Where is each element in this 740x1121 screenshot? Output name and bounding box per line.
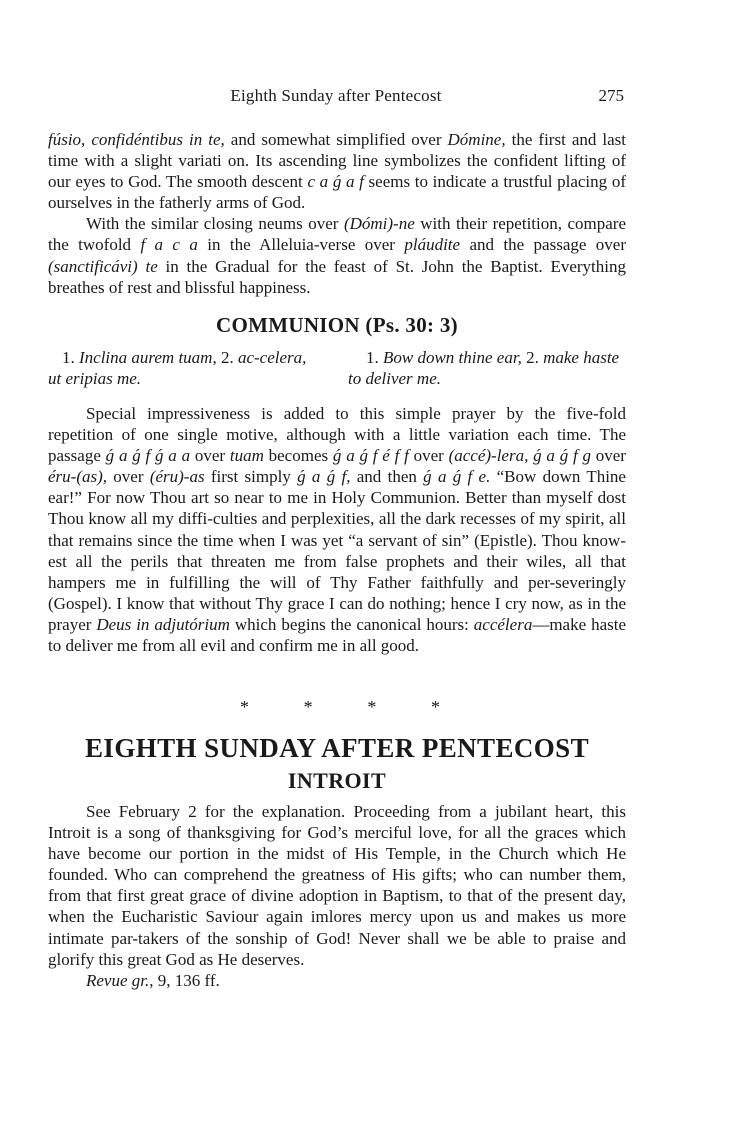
latin-word: Dómine, <box>447 130 506 149</box>
text-run: over <box>107 467 150 487</box>
latin-phrase: Deus in adjutórium <box>96 614 230 634</box>
latin-column <box>48 347 318 390</box>
paragraph-4: See February 2 for the explanation. Proceeding from a jubilant heart, this Introit is a song of thanksgiving for God’s merciful love, for all the graces which have become our portion in the midst of His Temple, in the Church which He founded. Who can comprehend the greatness of His gifts; who can number them, from that first great grace of divine adoption in Baptism, to that of the present day, when the Eucharistic Saviour again imlores mercy upon us and makes us more intimate par-takers of the sonship of God! Never shall we be able to praise and glorify this great God as He deserves. <box>48 802 626 969</box>
neum-notation: ǵ a ǵ f, <box>297 467 351 487</box>
text-run: which begins the canonical hours: <box>229 614 474 634</box>
paragraph-introit-commentary <box>48 801 626 991</box>
english-verse: make haste to deliver me. <box>348 348 620 389</box>
text-run: first simply <box>204 467 298 487</box>
text-run: over <box>190 446 230 466</box>
text-run: With the similar closing neums over <box>86 214 344 234</box>
section-separator <box>240 697 440 718</box>
text-run: becomes <box>263 446 333 466</box>
page-number: 275 <box>598 86 624 105</box>
latin-word: pláudite <box>404 235 461 255</box>
latin-phrase: fúsio, confidéntibus in te, <box>48 130 225 149</box>
latin-verse: Inclina aurem tuam, <box>79 348 217 367</box>
neum-notation: f a c a <box>140 235 198 255</box>
text-run: in the Gradual for the feast of St. John the Baptist. Everything breathes of rest and blissful happiness. <box>48 256 626 297</box>
paragraph-gradual-end <box>48 129 626 298</box>
verse-number: 2. <box>526 348 539 367</box>
text-run: and then <box>350 467 424 487</box>
text-run: in the Alleluia-verse over <box>197 235 405 255</box>
paragraph-2 <box>48 213 626 297</box>
english-verse: Bow down thine ear, <box>383 348 522 367</box>
latin-word: accélera <box>473 614 533 634</box>
reference-detail: , 9, 136 ff. <box>149 970 220 990</box>
text-run: —make haste to deliver me from all evil and confirm me in all good. <box>48 614 626 656</box>
verse-number: 1. <box>366 348 379 367</box>
text-run: and the passage over <box>460 235 627 255</box>
latin-phrase: (sanctificávi) te <box>48 256 158 276</box>
communion-heading: COMMUNION (Ps. 30: 3) <box>216 313 458 337</box>
text-run: Special impressiveness is added to this simple prayer by the five-fold repetition of one single motive, although with a little variation each time. The passage <box>48 404 626 466</box>
section-subtitle: INTROIT <box>287 768 387 793</box>
text-run: over <box>408 446 449 466</box>
text-run: seems to indicate a trustful placing of ourselves in the fatherly arms of God. <box>48 172 626 213</box>
verse-number: 2. <box>220 348 234 367</box>
text-run: with their repetition, compare the twofold <box>48 214 626 255</box>
separator-star: * <box>367 697 377 717</box>
paragraph-1 <box>48 129 626 213</box>
neum-notation: c a ǵ a f <box>307 172 364 192</box>
latin-word: éru-(as), <box>48 467 108 487</box>
running-title: Eighth Sunday after Pentecost <box>230 86 442 105</box>
paragraph-communion-commentary <box>48 403 626 656</box>
text-run: the first and last time with a slight variati on. Its ascending line symbolizes the confident lifting of our eyes to God. The smooth descent <box>48 130 627 192</box>
english-column <box>348 347 626 390</box>
latin-word: (éru)-as <box>149 467 205 487</box>
neum-notation: (accé)-lera, ǵ a ǵ f g <box>448 446 591 466</box>
running-header <box>48 86 624 110</box>
text-run: over <box>590 446 626 466</box>
neum-notation: ǵ a ǵ f ǵ a a <box>105 446 191 466</box>
paragraph-3 <box>48 403 626 656</box>
reference-source: Revue gr. <box>86 970 150 990</box>
text-run: and somewhat simplified over <box>224 130 448 149</box>
separator-star: * <box>303 697 313 717</box>
latin-word: tuam <box>229 446 264 466</box>
latin-word: (Dómi)-ne <box>343 214 415 234</box>
reference-line <box>48 970 626 991</box>
latin-verse: ac-celera, ut eripias me. <box>48 348 307 389</box>
section-title: EIGHTH SUNDAY AFTER PENTECOST <box>85 733 589 763</box>
separator-star: * <box>240 697 249 717</box>
neum-notation: ǵ a ǵ f é f f <box>332 446 409 466</box>
text-run: “Bow down Thine ear!” For now Thou art so near to me in Holy Communion. Better than myself dost Thou know all my diffi-culties and perplexities, all the dark recesses of my spirit, all that remains since the time when I was yet “a servant of sin” (Epistle). Thou know-est all the perils that threaten me from false prophets and their wiles, all that hampers me in fulfilling the will of Thy Father faithfully and per-severingly (Gospel). I know that without Thy grace I can do nothing; hence I cry now, as in the prayer <box>48 467 626 634</box>
verse-number: 1. <box>62 348 75 367</box>
separator-star: * <box>430 697 440 717</box>
neum-notation: ǵ a ǵ f e. <box>423 467 491 487</box>
